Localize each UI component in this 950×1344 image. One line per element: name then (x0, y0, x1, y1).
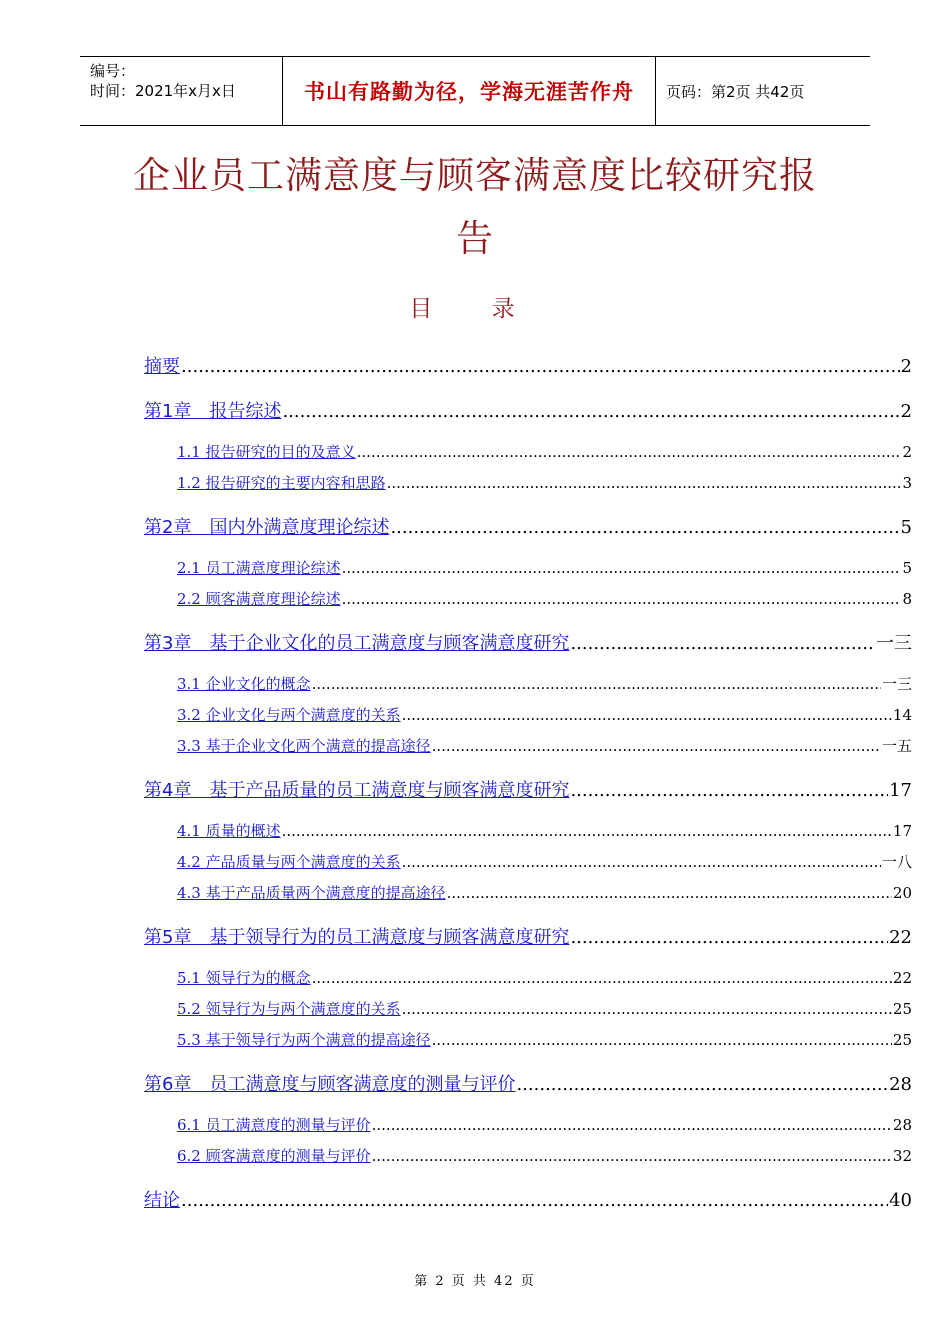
toc-chapter-entry[interactable] (144, 923, 912, 949)
toc-section-entry[interactable] (177, 882, 912, 903)
toc-page-number: 一八 (881, 853, 912, 871)
toc-dot-leader (390, 517, 899, 538)
toc-section-entry[interactable] (177, 472, 912, 493)
toc-dot-leader (402, 853, 881, 871)
toc-page-number: 22 (892, 969, 912, 987)
toc-chapter-entry[interactable] (144, 1186, 912, 1212)
toc-entry-link[interactable]: 结论 (144, 1190, 180, 1211)
toc-section-entry[interactable] (177, 1029, 912, 1050)
toc-entry-link[interactable]: 3.3 基于企业文化两个满意的提高途径 (177, 737, 431, 755)
toc-page-number: 40 (889, 1190, 912, 1211)
toc-entry-link[interactable]: 第3章 基于企业文化的员工满意度与顾客满意度研究 (144, 633, 570, 654)
toc-section-entry[interactable] (177, 1114, 912, 1135)
toc-page-number: 2 (902, 443, 912, 461)
toc-entry-link[interactable]: 2.2 顾客满意度理论综述 (177, 590, 341, 608)
document-number-label: 编号： (90, 62, 136, 80)
toc-entry-link[interactable]: 4.2 产品质量与两个满意度的关系 (177, 853, 401, 871)
toc-section-entry[interactable] (177, 851, 912, 872)
toc-dot-leader (570, 927, 888, 948)
toc-page-number: 2 (900, 356, 912, 377)
toc-section-entry[interactable] (177, 967, 912, 988)
document-date-label: 时间：2021年x月x日 (90, 82, 236, 100)
toc-entry-link[interactable]: 摘要 (144, 356, 180, 377)
toc-dot-leader (570, 780, 888, 801)
toc-entry-link[interactable]: 第2章 国内外满意度理论综述 (144, 517, 390, 538)
toc-entry-link[interactable]: 第5章 基于领导行为的员工满意度与顾客满意度研究 (144, 927, 570, 948)
toc-dot-leader (516, 1074, 888, 1095)
toc-dot-leader (282, 401, 899, 422)
toc-section-entry[interactable] (177, 704, 912, 725)
toc-entry-link[interactable]: 3.1 企业文化的概念 (177, 675, 311, 693)
toc-section-entry[interactable] (177, 1145, 912, 1166)
toc-page-number: 22 (889, 927, 912, 948)
toc-dot-leader (312, 969, 892, 987)
toc-section-entry[interactable] (177, 441, 912, 462)
toc-page-number: 17 (889, 780, 912, 801)
toc-page-number: 32 (892, 1147, 912, 1165)
toc-heading: 目 录 (409, 296, 541, 322)
document-title-line1: 企业员工满意度与顾客满意度比较研究报 (133, 154, 817, 197)
toc-dot-leader (432, 1031, 892, 1049)
toc-page-number: 25 (892, 1031, 912, 1049)
toc-section-entry[interactable] (177, 588, 912, 609)
toc-chapter-entry[interactable] (144, 352, 912, 378)
toc-page-number: 14 (892, 706, 912, 724)
toc-chapter-entry[interactable] (144, 1070, 912, 1096)
toc-entry-link[interactable]: 第1章 报告综述 (144, 401, 282, 422)
document-title-line2: 告 (456, 217, 494, 260)
toc-entry-link[interactable]: 1.2 报告研究的主要内容和思路 (177, 474, 386, 492)
toc-entry-link[interactable]: 6.2 顾客满意度的测量与评价 (177, 1147, 371, 1165)
toc-page-number: 25 (892, 1000, 912, 1018)
toc-chapter-entry[interactable] (144, 397, 912, 423)
toc-entry-link[interactable]: 2.1 员工满意度理论综述 (177, 559, 341, 577)
toc-page-number: 28 (892, 1116, 912, 1134)
toc-section-entry[interactable] (177, 557, 912, 578)
toc-section-entry[interactable] (177, 735, 912, 756)
toc-dot-leader (387, 474, 902, 492)
toc-page-number: 8 (902, 590, 912, 608)
toc-entry-link[interactable]: 1.1 报告研究的目的及意义 (177, 443, 356, 461)
toc-dot-leader (402, 1000, 892, 1018)
toc-entry-link[interactable]: 5.3 基于领导行为两个满意的提高途径 (177, 1031, 431, 1049)
toc-chapter-entry[interactable] (144, 629, 912, 655)
toc-dot-leader (342, 590, 902, 608)
toc-dot-leader (570, 633, 875, 654)
toc-dot-leader (372, 1147, 892, 1165)
toc-page-number: 5 (900, 517, 912, 538)
toc-page-number: 一五 (881, 737, 912, 755)
header-page-info: 页码：第2页 共42页 (666, 82, 805, 101)
toc-entry-link[interactable]: 5.1 领导行为的概念 (177, 969, 311, 987)
toc-page-number: 一三 (881, 675, 912, 693)
toc-chapter-entry[interactable] (144, 776, 912, 802)
toc-page-number: 20 (892, 884, 912, 902)
toc-chapter-entry[interactable] (144, 513, 912, 539)
toc-section-entry[interactable] (177, 820, 912, 841)
toc-page-number: 17 (892, 822, 912, 840)
header-motto: 书山有路勤为径，学海无涯苦作舟 (282, 57, 656, 125)
toc-entry-link[interactable]: 5.2 领导行为与两个满意度的关系 (177, 1000, 401, 1018)
toc-dot-leader (357, 443, 902, 461)
toc-dot-leader (432, 737, 881, 755)
toc-dot-leader (372, 1116, 892, 1134)
toc-dot-leader (312, 675, 881, 693)
toc-dot-leader (181, 1190, 888, 1211)
toc-entry-link[interactable]: 3.2 企业文化与两个满意度的关系 (177, 706, 401, 724)
toc-entry-link[interactable]: 第6章 员工满意度与顾客满意度的测量与评价 (144, 1074, 516, 1095)
toc-section-entry[interactable] (177, 998, 912, 1019)
toc-dot-leader (342, 559, 902, 577)
toc-dot-leader (402, 706, 892, 724)
toc-entry-link[interactable]: 4.1 质量的概述 (177, 822, 281, 840)
toc-section-entry[interactable] (177, 673, 912, 694)
page-footer: 第 2 页 共 42 页 (414, 1274, 536, 1289)
toc-page-number: 3 (902, 474, 912, 492)
toc-entry-link[interactable]: 4.3 基于产品质量两个满意度的提高途径 (177, 884, 446, 902)
toc-page-number: 28 (889, 1074, 912, 1095)
toc-page-number: 2 (900, 401, 912, 422)
toc-dot-leader (181, 356, 900, 377)
toc-page-number: 5 (902, 559, 912, 577)
toc-dot-leader (282, 822, 892, 840)
toc-entry-link[interactable]: 第4章 基于产品质量的员工满意度与顾客满意度研究 (144, 780, 570, 801)
toc-entry-link[interactable]: 6.1 员工满意度的测量与评价 (177, 1116, 371, 1134)
toc-dot-leader (447, 884, 892, 902)
toc-page-number: 一三 (876, 633, 912, 654)
